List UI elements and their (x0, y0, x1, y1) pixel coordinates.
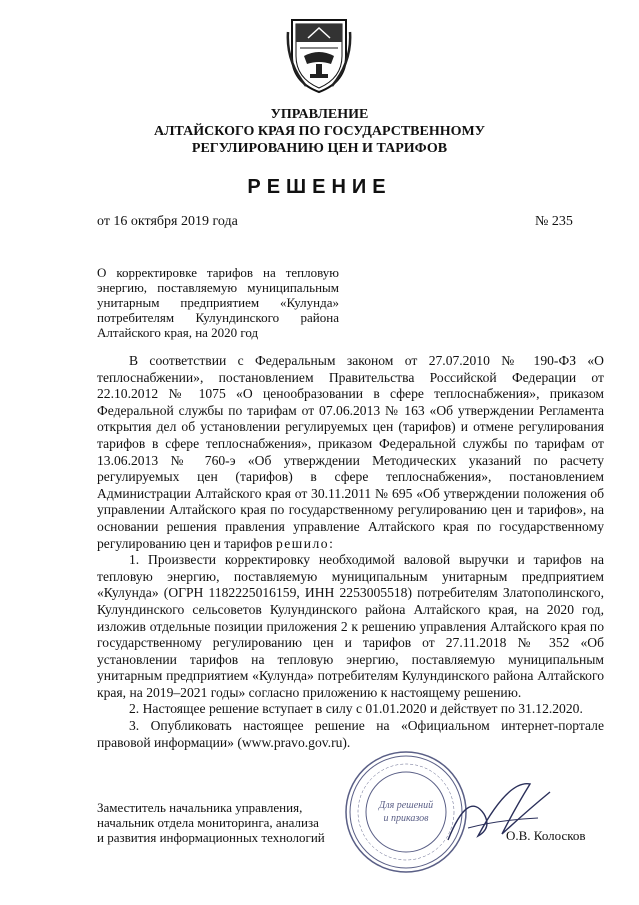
position-line-3: и развития информационных технологий (97, 830, 325, 845)
decided-word: решило: (275, 535, 335, 551)
preamble-text: В соответствии с Федеральным законом от 27.07.2010 № 190-ФЗ «О теплоснабжении», постановлением Правительства Российской Федерации от 22.10.2012 № 1075 «О ценообразовании в сфере теплоснабжения», приказом Федеральной службы по тарифам от 07.06.2013 № 163 «Об утверждении Регламента открытия дел об установлении регулируемых цен (тарифов) и отмене регулирования тарифов в сфере теплоснабжения», приказом Федеральной службы по тарифам от 13.06.2013 № 760-э «Об утверждении Методических указаний по расчету регулируемых цен (тарифов) в сфере теплоснабжения», постановлением Администрации Алтайского края от 30.11.2011 № 695 «Об утверждении положения об управлении Алтайского края по государственному регулированию цен и тарифов», на основании решения правления управление Алтайского края по государственному регулированию цен и тарифов (97, 353, 604, 551)
position-line-1: Заместитель начальника управления, (97, 800, 303, 815)
org-line-1: УПРАВЛЕНИЕ (270, 107, 369, 122)
issuing-authority (0, 106, 639, 157)
org-line-2: АЛТАЙСКОГО КРАЯ ПО ГОСУДАРСТВЕННОМУ (154, 124, 485, 139)
document-body (97, 353, 604, 751)
position-line-2: начальник отдела мониторинга, анализа (97, 815, 319, 830)
coat-of-arms-icon (286, 12, 352, 96)
document-number: № 235 (535, 214, 573, 229)
org-line-3: РЕГУЛИРОВАНИЮ ЦЕН И ТАРИФОВ (191, 141, 448, 156)
svg-text:Для решений: Для решений (378, 800, 434, 811)
item-3-paragraph: 3. Опубликовать настоящее решение на «Официальном интернет-портале правовой информации» (www.pravo.gov.ru). (97, 718, 604, 750)
handwritten-signature-icon (438, 770, 558, 860)
signatory-name: О.В. Колосков (506, 828, 586, 843)
document-date: от 16 октября 2019 года (97, 214, 238, 229)
item-2-paragraph: 2. Настоящее решение вступает в силу с 01.01.2020 и действует по 31.12.2020. (129, 701, 583, 717)
preamble-paragraph (97, 353, 604, 552)
signatory-position (97, 800, 357, 845)
document-title: РЕШЕНИЕ (247, 176, 392, 198)
item-1-paragraph: 1. Произвести корректировку необходимой валовой выручки и тарифов на тепловую энергию, поставляемую муниципальным унитарным предприятием «Кулунда» (ОГРН 1182225016159, ИНН 2253005518) потребителям Златополинского, Кулундинского сельсоветов Кулундинского района Алтайского края, на 2020 год, изложив отдельные позиции приложения 2 к решению управления Алтайского края по государственному регулированию цен и тарифов от 27.11.2018 № 352 «Об установлении тарифов на тепловую энергию, поставляемую муниципальным унитарным предприятием «Кулунда» потребителям Кулундинского района Алтайского края, на 2019–2021 годы» согласно приложению к настоящему решению. (97, 552, 604, 700)
svg-text:и приказов: и приказов (383, 813, 429, 824)
document-subject: О корректировке тарифов на тепловую энергию, поставляемую муниципальным унитарным предприятием «Кулунда» потребителям Кулундинского района Алтайского края, на 2020 год (97, 265, 339, 340)
